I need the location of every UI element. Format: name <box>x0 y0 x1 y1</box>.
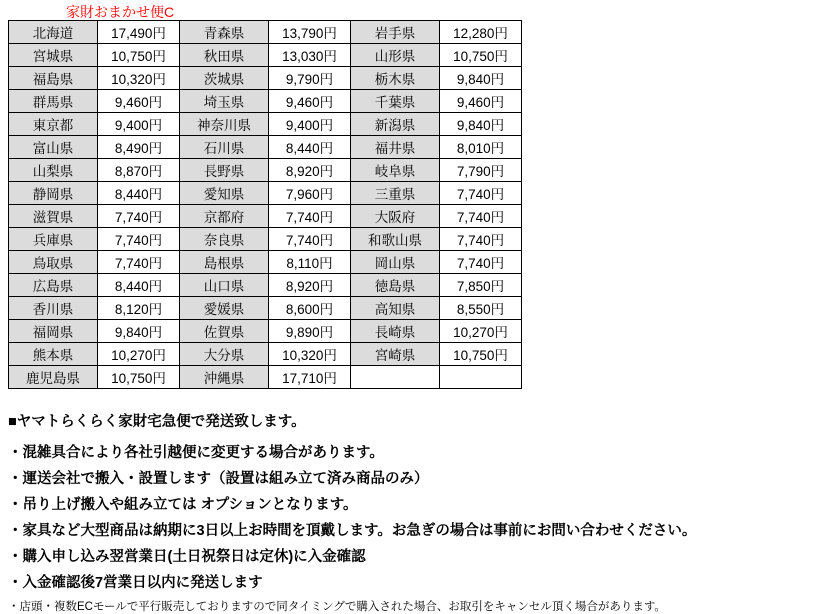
table-row <box>9 228 522 251</box>
prefecture-cell: 大阪府 <box>351 205 440 228</box>
prefecture-cell: 山形県 <box>351 44 440 67</box>
fee-cell: 7,740円 <box>440 205 522 228</box>
prefecture-cell: 富山県 <box>9 136 98 159</box>
fee-cell: 7,740円 <box>269 228 351 251</box>
fee-cell: 9,840円 <box>440 67 522 90</box>
fee-cell: 8,490円 <box>98 136 180 159</box>
prefecture-cell: 鳥取県 <box>9 251 98 274</box>
note-line: ・吊り上げ搬入や組み立ては オプションとなります。 <box>8 497 358 513</box>
empty-cell <box>351 366 440 389</box>
prefecture-cell: 奈良県 <box>180 228 269 251</box>
fee-cell: 10,320円 <box>98 67 180 90</box>
prefecture-cell: 青森県 <box>180 21 269 44</box>
fee-cell: 9,400円 <box>269 113 351 136</box>
fee-cell: 9,460円 <box>98 90 180 113</box>
notes-heading: ■ヤマトらくらく家財宅急便で発送致します。 <box>8 414 306 430</box>
fee-cell: 8,010円 <box>440 136 522 159</box>
note-line: ・混雑具合により各社引越便に変更する場合があります。 <box>8 445 384 461</box>
fee-cell: 9,460円 <box>440 90 522 113</box>
prefecture-cell: 京都府 <box>180 205 269 228</box>
fee-cell: 8,440円 <box>98 182 180 205</box>
note-line: ・入金確認後7営業日以内に発送します <box>8 575 263 591</box>
prefecture-cell: 山口県 <box>180 274 269 297</box>
table-row <box>9 205 522 228</box>
table-row <box>9 297 522 320</box>
prefecture-cell: 神奈川県 <box>180 113 269 136</box>
fee-cell: 7,740円 <box>440 251 522 274</box>
prefecture-cell: 三重県 <box>351 182 440 205</box>
empty-cell <box>440 366 522 389</box>
prefecture-cell: 島根県 <box>180 251 269 274</box>
fee-cell: 9,840円 <box>98 320 180 343</box>
prefecture-cell: 香川県 <box>9 297 98 320</box>
note-line: ・運送会社で搬入・設置します（設置は組み立て済み商品のみ） <box>8 471 429 487</box>
fee-cell: 12,280円 <box>440 21 522 44</box>
table-row <box>9 251 522 274</box>
prefecture-cell: 栃木県 <box>351 67 440 90</box>
fee-cell: 7,960円 <box>269 182 351 205</box>
table-row <box>9 274 522 297</box>
fee-cell: 13,790円 <box>269 21 351 44</box>
notes-section <box>8 410 808 614</box>
prefecture-cell: 宮崎県 <box>351 343 440 366</box>
prefecture-cell: 和歌山県 <box>351 228 440 251</box>
fee-cell: 10,270円 <box>98 343 180 366</box>
page-title: 家財おまかせ便C <box>66 4 175 20</box>
fee-cell: 17,490円 <box>98 21 180 44</box>
fee-cell: 10,750円 <box>98 366 180 389</box>
prefecture-cell: 岐阜県 <box>351 159 440 182</box>
prefecture-cell: 福井県 <box>351 136 440 159</box>
prefecture-cell: 秋田県 <box>180 44 269 67</box>
prefecture-cell: 愛媛県 <box>180 297 269 320</box>
fee-cell: 9,840円 <box>440 113 522 136</box>
fee-cell: 8,440円 <box>269 136 351 159</box>
prefecture-cell: 新潟県 <box>351 113 440 136</box>
fee-cell: 7,740円 <box>98 205 180 228</box>
table-row <box>9 366 522 389</box>
fee-cell: 7,740円 <box>440 182 522 205</box>
fee-cell: 7,790円 <box>440 159 522 182</box>
table-row <box>9 44 522 67</box>
fee-cell: 9,400円 <box>98 113 180 136</box>
prefecture-cell: 佐賀県 <box>180 320 269 343</box>
fee-cell: 13,030円 <box>269 44 351 67</box>
fee-cell: 8,550円 <box>440 297 522 320</box>
prefecture-cell: 沖縄県 <box>180 366 269 389</box>
fee-cell: 8,870円 <box>98 159 180 182</box>
prefecture-cell: 静岡県 <box>9 182 98 205</box>
note-line: ・家具など大型商品は納期に3日以上お時間を頂戴します。お急ぎの場合は事前にお問い合わせください。 <box>8 523 697 539</box>
fee-cell: 10,750円 <box>440 343 522 366</box>
table-body <box>9 21 522 389</box>
fee-cell: 7,740円 <box>98 251 180 274</box>
notes-small-print: ・店頭・複数ECモールで平行販売しておりますので同タイミングで購入された場合、お取引をキャンセル頂く場合があります。 <box>8 601 666 613</box>
prefecture-cell: 茨城県 <box>180 67 269 90</box>
prefecture-cell: 兵庫県 <box>9 228 98 251</box>
prefecture-cell: 東京都 <box>9 113 98 136</box>
table-row <box>9 159 522 182</box>
table-row <box>9 90 522 113</box>
fee-cell: 8,120円 <box>98 297 180 320</box>
fee-cell: 8,920円 <box>269 274 351 297</box>
fee-cell: 8,600円 <box>269 297 351 320</box>
table-row <box>9 320 522 343</box>
table-row <box>9 136 522 159</box>
prefecture-cell: 滋賀県 <box>9 205 98 228</box>
prefecture-cell: 熊本県 <box>9 343 98 366</box>
table-row <box>9 67 522 90</box>
fee-cell: 9,790円 <box>269 67 351 90</box>
prefecture-cell: 徳島県 <box>351 274 440 297</box>
prefecture-cell: 長崎県 <box>351 320 440 343</box>
prefecture-cell: 鹿児島県 <box>9 366 98 389</box>
prefecture-cell: 北海道 <box>9 21 98 44</box>
shipping-fee-table <box>8 20 522 389</box>
fee-cell: 10,270円 <box>440 320 522 343</box>
prefecture-cell: 千葉県 <box>351 90 440 113</box>
prefecture-cell: 大分県 <box>180 343 269 366</box>
notes-list <box>8 441 808 592</box>
fee-cell: 10,750円 <box>440 44 522 67</box>
fee-cell: 9,890円 <box>269 320 351 343</box>
prefecture-cell: 福岡県 <box>9 320 98 343</box>
table-row <box>9 21 522 44</box>
fee-cell: 8,920円 <box>269 159 351 182</box>
fee-cell: 7,740円 <box>98 228 180 251</box>
note-line: ・購入申し込み翌営業日(土日祝祭日は定休)に入金確認 <box>8 549 366 565</box>
fee-cell: 10,320円 <box>269 343 351 366</box>
prefecture-cell: 福島県 <box>9 67 98 90</box>
prefecture-cell: 埼玉県 <box>180 90 269 113</box>
prefecture-cell: 広島県 <box>9 274 98 297</box>
fee-cell: 7,740円 <box>440 228 522 251</box>
prefecture-cell: 岡山県 <box>351 251 440 274</box>
table-row <box>9 182 522 205</box>
fee-cell: 17,710円 <box>269 366 351 389</box>
fee-cell: 8,110円 <box>269 251 351 274</box>
table-row <box>9 343 522 366</box>
fee-cell: 9,460円 <box>269 90 351 113</box>
prefecture-cell: 岩手県 <box>351 21 440 44</box>
prefecture-cell: 高知県 <box>351 297 440 320</box>
fee-cell: 8,440円 <box>98 274 180 297</box>
prefecture-cell: 石川県 <box>180 136 269 159</box>
prefecture-cell: 宮城県 <box>9 44 98 67</box>
fee-cell: 7,740円 <box>269 205 351 228</box>
prefecture-cell: 群馬県 <box>9 90 98 113</box>
prefecture-cell: 愛知県 <box>180 182 269 205</box>
prefecture-cell: 山梨県 <box>9 159 98 182</box>
prefecture-cell: 長野県 <box>180 159 269 182</box>
table-row <box>9 113 522 136</box>
fee-cell: 7,850円 <box>440 274 522 297</box>
fee-cell: 10,750円 <box>98 44 180 67</box>
